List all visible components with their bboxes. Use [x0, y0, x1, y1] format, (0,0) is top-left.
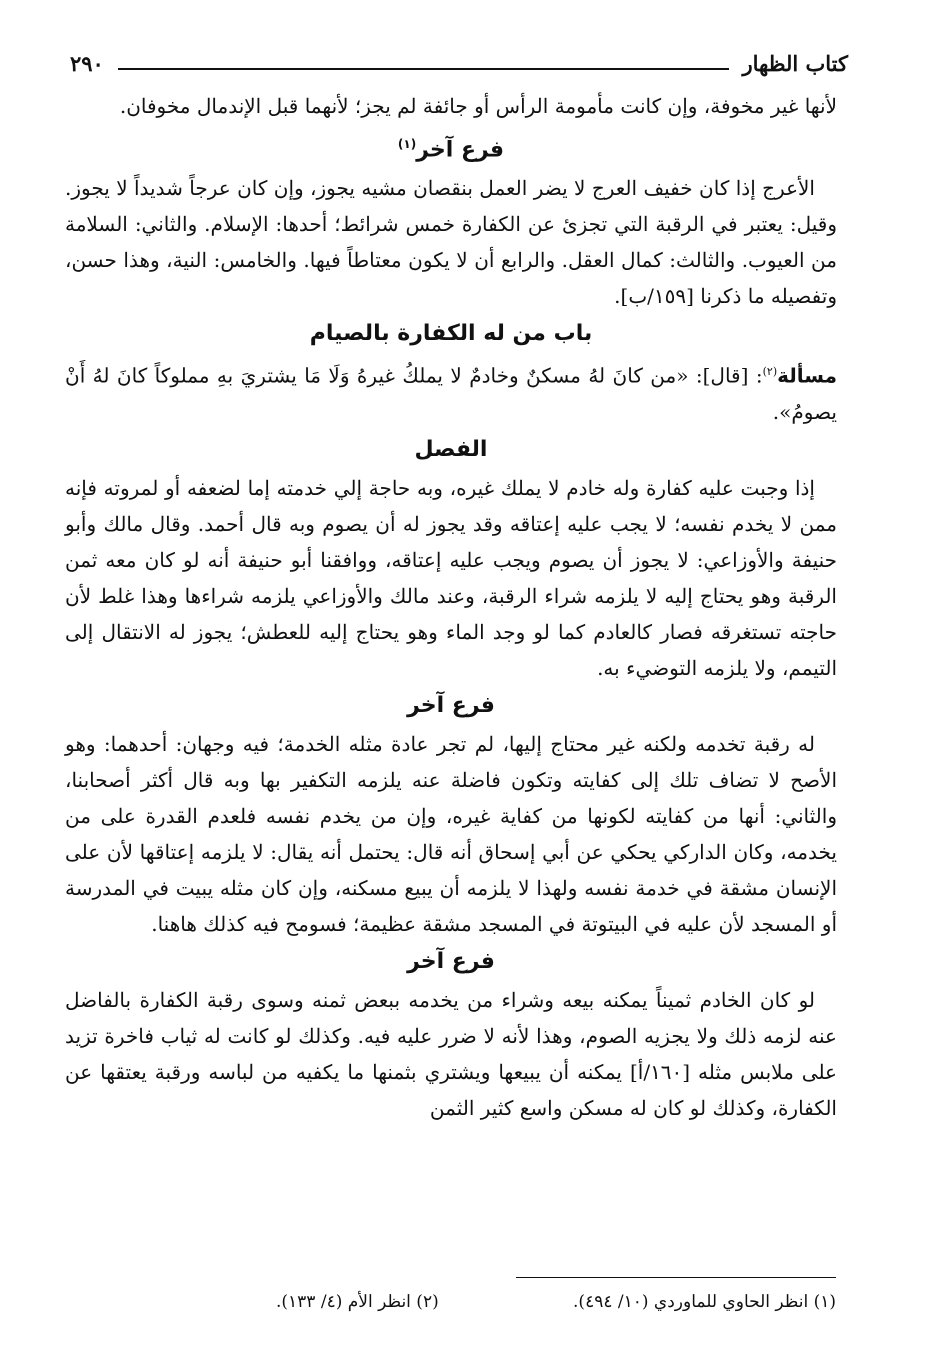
footnote-2: (٢) انظر الأم (٤/ ١٣٣). [276, 1292, 439, 1312]
section-heading-far-akhar-2: فرع آخر [407, 692, 495, 718]
footnote-ref-2: (٢) [762, 365, 778, 379]
heading-text: فرع آخر [416, 137, 505, 163]
running-header [70, 46, 848, 80]
paragraph-valuable-servant: لو كان الخادم ثميناً يمكنه بيعه وشراء من يخدمه ببعض ثمنه وسوى رقبة الكفارة بالفاضل عنه لزمه ذلك ولا يجزيه الصوم، وهذا لأنه لا ضرر عليه فيه. وكذلك لو كانت له ثياب فاخرة تزيد على ملابس مثله [١٦٠/أ] يمكنه أن يبيعها ويشتري بثمنها ما يكفيه من لباسه ورقبة يعتقها عن الكفارة، وكذلك لو كان له مسكن واسع كثير الثمن [65, 987, 837, 1120]
masala-paragraph [65, 354, 837, 430]
chapter-heading: باب من له الكفارة بالصيام [309, 321, 593, 347]
paragraph-fasl: إذا وجبت عليه كفارة وله خادم لا يملك غيره، وبه حاجة إلي خدمته إما لضعفه أو لمروته فإنه ممن لا يخدم نفسه؛ لا يجب عليه إعتاقه وقد يجوز له أن يصوم وبه قال أحمد. وقال مالك وأبو حنيفة والأوزاعي: لا يجوز أن يصوم ويجب عليه إعتاقه، ووافقنا أبو حنيفة أنه لو كان معه ثمن الرقبة وهو يحتاج إليه لا يلزمه شراء الرقبة، وعند مالك والأوزاعي يلزمه شراءها وهذا غلط لأن حاجته تستغرقه فصار كالعادم كما لو وجد الماء وهو يحتاج إليه للعطش؛ يجوز له الانتقال إلى التيمم، ولا يلزمه التوضيء به. [65, 475, 837, 680]
section-heading-fasl: الفصل [414, 436, 488, 462]
masala-label: مسألة [777, 363, 837, 388]
paragraph-opening: لأنها غير مخوفة، وإن كانت مأمومة الرأس أو جائفة لم يجز؛ لأنهما قبل الإندمال مخوفان. [119, 94, 837, 118]
footnotes [276, 1292, 836, 1312]
header-rule [118, 68, 729, 70]
section-heading-far-akhar-1 [65, 124, 837, 170]
masala-text: : [قال]: «من كانَ لهُ مسكنٌ وخادمٌ لا يملكُ غيرهُ وَلَا مَا يشتريَ بهِ مملوكاً كانَ لهُ أَنْ يصومُ». [65, 363, 837, 424]
paragraph-lame-slave: الأعرج إذا كان خفيف العرج لا يضر العمل بنقصان مشيه يجوز، وإن كان عرجاً شديداً لا يجوز. وقيل: يعتبر في الرقبة التي تجزئ عن الكفارة خمس شرائط؛ أحدها: الإسلام. والثاني: السلامة من العيوب. والثالث: كمال العقل. والرابع أن لا يكون معتاطاً فيها. والخامس: النية، وهذا حسن، وتفصيله ما ذكرنا [١٥٩/ب]. [65, 176, 837, 309]
footnote-ref-1: (١) [397, 137, 417, 151]
book-title: كتاب الظهار [742, 50, 848, 76]
section-heading-far-akhar-3: فرع آخر [407, 948, 495, 974]
page-number: ٢٩٠ [70, 50, 104, 76]
footnote-1: (١) انظر الحاوي للماوردي (١٠/ ٤٩٤). [573, 1292, 836, 1312]
footnote-separator [516, 1277, 836, 1278]
page-body [65, 88, 837, 1126]
paragraph-servant-not-needed: له رقبة تخدمه ولكنه غير محتاج إليها، لم تجر عادة مثله الخدمة؛ فيه وجهان: أحدهما: وهو الأصح لا تضاف تلك إلى كفايته وتكون فاضلة عنه يلزمه التكفير بها وبه قال أكثر أصحابنا، والثاني: أنها من كفايته لكونها من كفاية غيره، وإن من يخدم نفسه فلعدم القدرة على من يخدمه، وكان الداركي يحكي عن أبي إسحاق أنه قال: يحتمل أنه يقال: لا يلزمه إعتاقها لأن على الإنسان مشقة في خدمة نفسه ولهذا لا يلزمه أن يبيع مسكنه، وإن كان مثله يبيت في المدرسة أو المسجد لأن عليه في البيتوتة في المسجد مشقة عظيمة؛ فسومح فيه كذلك هاهنا. [65, 731, 837, 936]
